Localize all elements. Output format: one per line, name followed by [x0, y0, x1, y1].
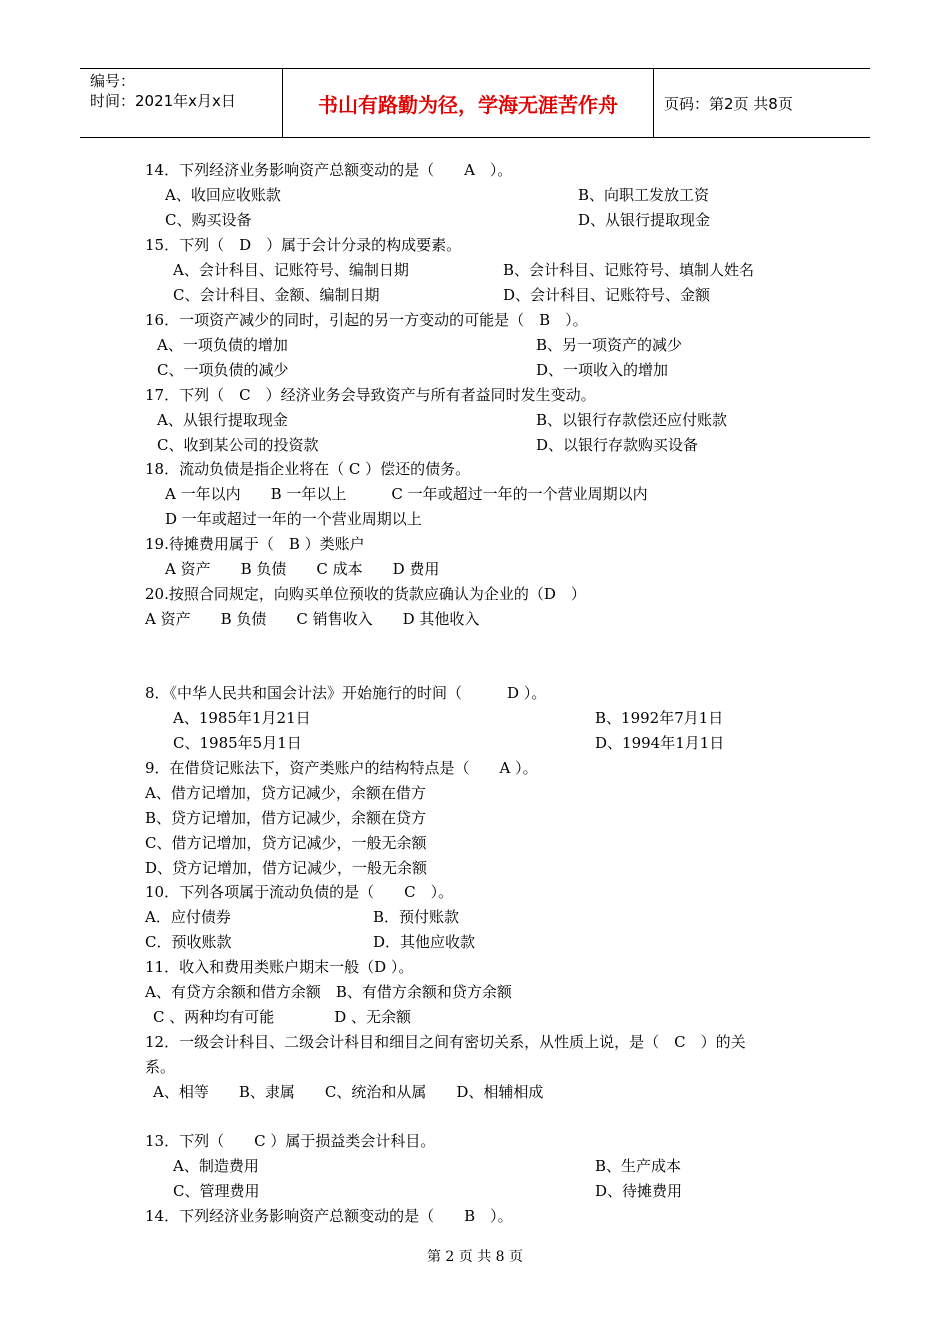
question-text: 20.按照合同规定，向购买单位预收的货款应确认为企业的（D ） — [145, 585, 586, 603]
option-text: A、会计科目、记账符号、编制日期 — [173, 261, 409, 279]
option-text: D、贷方记增加，借方记减少，一般无余额 — [145, 859, 428, 877]
option-text: C、一项负债的减少 — [157, 361, 289, 379]
option-text: A、借方记增加，贷方记减少，余额在借方 — [145, 784, 426, 802]
option-text: D、会计科目、记账符号、金额 — [503, 286, 711, 304]
option-text: A、一项负债的增加 — [157, 336, 288, 354]
option-text: A 一年以内 B 一年以上 C 一年或超过一年的一个营业周期以内 — [165, 485, 648, 503]
question-text: 19.待摊费用属于（ B ）类账户 — [145, 535, 365, 553]
question-text: 18．流动负债是指企业将在（ C ）偿还的债务。 — [145, 460, 471, 478]
option-text: A 资产 B 负债 C 销售收入 D 其他收入 — [145, 610, 480, 628]
option-text: B．预付账款 — [373, 908, 460, 926]
document-date-label: 时间：2021年x月x日 — [90, 92, 236, 110]
option-text: A、相等 B、隶属 C、统治和从属 D、相辅相成 — [153, 1083, 544, 1101]
page-header — [80, 68, 870, 138]
option-text: D、一项收入的增加 — [536, 361, 669, 379]
question-text: 13．下列（ C ）属于损益类会计科目。 — [145, 1132, 436, 1150]
option-text: B、向职工发放工资 — [578, 186, 710, 204]
header-left-cell — [80, 69, 283, 137]
option-text: C、购买设备 — [165, 211, 252, 229]
question-text-continued: 系。 — [145, 1058, 176, 1076]
question-text: 15．下列（ D ）属于会计分录的构成要素。 — [145, 236, 462, 254]
option-text: A 资产 B 负债 C 成本 D 费用 — [165, 560, 440, 578]
question-text: 12．一级会计科目、二级会计科目和细目之间有密切关系，从性质上说，是（ C ）的关 — [145, 1033, 746, 1051]
option-text: D、从银行提取现金 — [578, 211, 711, 229]
option-text: C 、两种均有可能 D 、无余额 — [153, 1008, 412, 1026]
option-text: C、借方记增加，贷方记减少，一般无余额 — [145, 834, 427, 852]
option-text: D、待摊费用 — [595, 1182, 683, 1200]
header-right-cell — [654, 69, 870, 137]
question-text: 9．在借贷记账法下，资产类账户的结构特点是（ A ）。 — [145, 759, 538, 777]
option-text: D 一年或超过一年的一个营业周期以上 — [165, 510, 422, 528]
option-text: D、以银行存款购买设备 — [536, 436, 699, 454]
option-text: A．应付债券 — [145, 908, 231, 926]
option-text: A、从银行提取现金 — [157, 411, 288, 429]
option-text: B、1992年7月1日 — [595, 709, 724, 727]
question-text: 16．一项资产减少的同时，引起的另一方变动的可能是（ B ）。 — [145, 311, 588, 329]
option-text: C、收到某公司的投资款 — [157, 436, 319, 454]
option-text: C、管理费用 — [173, 1182, 260, 1200]
page-number-label: 页码：第2页 共8页 — [664, 94, 793, 113]
option-text: D、1994年1月1日 — [595, 734, 725, 752]
question-text: 11．收入和费用类账户期末一般（D ）。 — [145, 958, 414, 976]
question-text: 8．《中华人民共和国会计法》开始施行的时间（ D ）。 — [145, 684, 547, 702]
option-text: C、会计科目、金额、编制日期 — [173, 286, 380, 304]
question-text: 14．下列经济业务影响资产总额变动的是（ A ）。 — [145, 161, 513, 179]
document-number-label: 编号： — [90, 72, 136, 90]
option-text: A、制造费用 — [173, 1157, 259, 1175]
option-text: C、1985年5月1日 — [173, 734, 302, 752]
option-text: A、1985年1月21日 — [173, 709, 311, 727]
option-text: D．其他应收款 — [373, 933, 476, 951]
option-text: B、另一项资产的减少 — [536, 336, 683, 354]
option-text: A、收回应收账款 — [165, 186, 281, 204]
option-text: C．预收账款 — [145, 933, 232, 951]
page-footer: 第 2 页 共 8 页 — [426, 1249, 524, 1265]
header-motto: 书山有路勤为径，学海无涯苦作舟 — [283, 69, 654, 137]
option-text: B、贷方记增加，借方记减少，余额在贷方 — [145, 809, 427, 827]
option-text: B、会计科目、记账符号、填制人姓名 — [503, 261, 755, 279]
option-text: A、有贷方余额和借方余额 B、有借方余额和贷方余额 — [145, 983, 512, 1001]
question-text: 17．下列（ C ）经济业务会导致资产与所有者益同时发生变动。 — [145, 386, 596, 404]
question-text: 10．下列各项属于流动负债的是（ C ）。 — [145, 883, 454, 901]
option-text: B、生产成本 — [595, 1157, 682, 1175]
option-text: B、以银行存款偿还应付账款 — [536, 411, 728, 429]
question-text: 14．下列经济业务影响资产总额变动的是（ B ）。 — [145, 1207, 513, 1225]
